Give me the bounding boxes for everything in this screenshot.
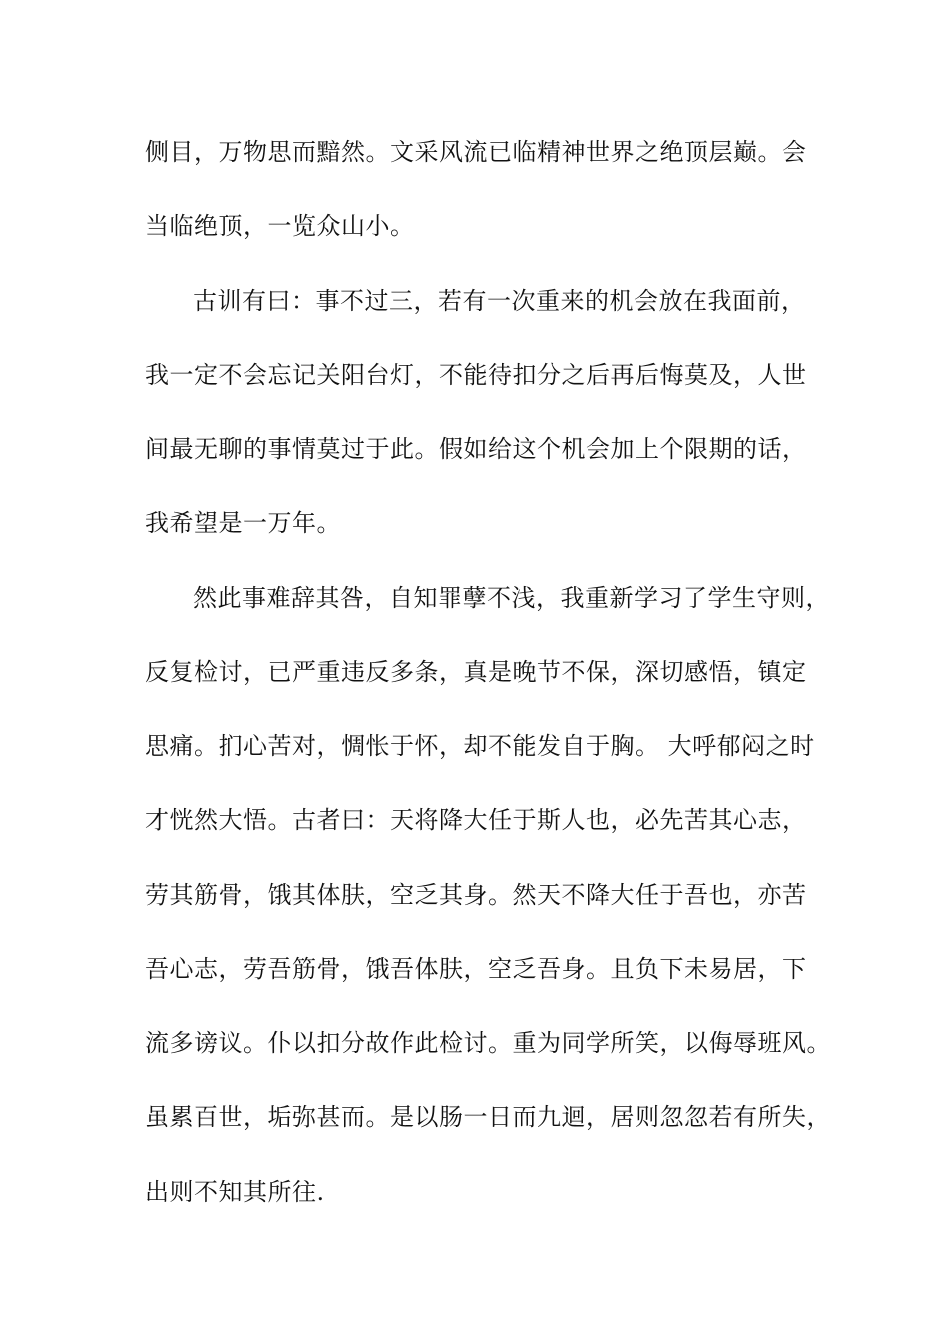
text-line: 劳其筋骨，饿其体肤，空乏其身。然天不降大任于吾也，亦苦: [145, 881, 807, 909]
paragraph-start-line: 古训有曰：事不过三，若有一次重来的机会放在我面前，: [193, 287, 806, 315]
text-line: 侧目，万物思而黯然。文采风流已临精神世界之绝顶层巅。会: [145, 138, 807, 166]
text-line: 流多谤议。仆以扣分故作此检讨。重为同学所笑，以侮辱班风。: [145, 1029, 831, 1057]
text-line: 出则不知其所往.: [145, 1178, 325, 1206]
text-line: 反复检讨，已严重违反多条，真是晚节不保，深切感悟，镇定: [145, 658, 807, 686]
text-line: 才恍然大悟。古者曰：天将降大任于斯人也，必先苦其心志，: [145, 806, 807, 834]
text-line: 间最无聊的事情莫过于此。假如给这个机会加上个限期的话，: [145, 435, 807, 463]
paragraph-start-line: 然此事难辞其咎，自知罪孽不浅，我重新学习了学生守则，: [193, 584, 830, 612]
text-line: 我希望是一万年。: [145, 509, 341, 537]
text-line: 思痛。扪心苦对，惆怅于怀，却不能发自于胸。 大呼郁闷之时: [145, 732, 815, 760]
text-line: 我一定不会忘记关阳台灯，不能待扣分之后再后悔莫及，人世: [145, 361, 807, 389]
text-line: 虽累百世，垢弥甚而。是以肠一日而九迴，居则忽忽若有所失，: [145, 1103, 831, 1131]
text-line: 当临绝顶，一览众山小。: [145, 212, 415, 240]
text-line: 吾心志，劳吾筋骨，饿吾体肤，空乏吾身。且负下未易居，下: [145, 955, 807, 983]
